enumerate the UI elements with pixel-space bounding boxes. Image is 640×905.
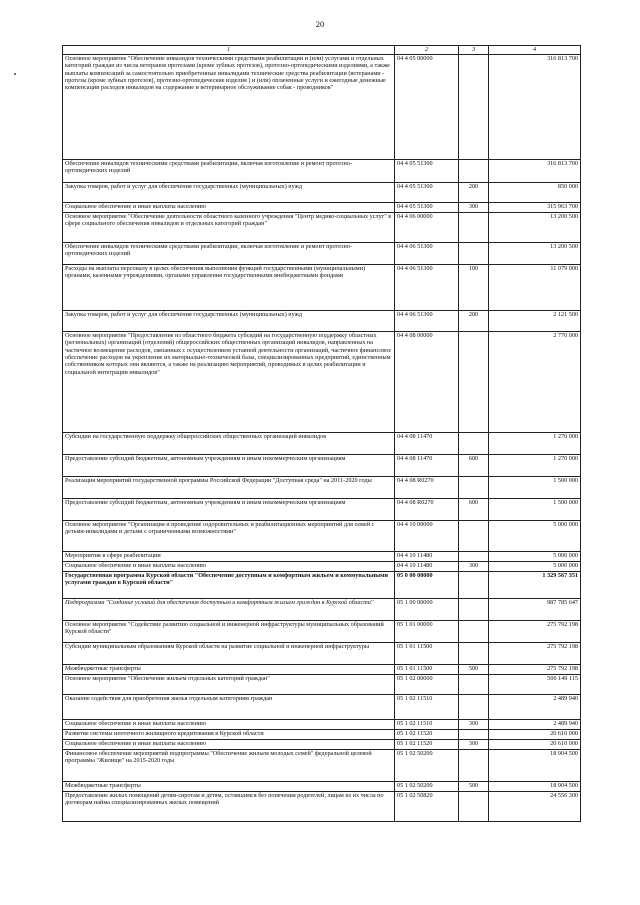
table-row: [63, 643, 581, 665]
row-sum-cell: 24 556 300: [489, 792, 581, 822]
row-code-cell: 04 4 05 00000: [395, 55, 459, 160]
row-sum-cell: 1 500 000: [489, 477, 581, 499]
table-row: [63, 675, 581, 695]
table-row: [63, 521, 581, 552]
row-code-cell: 05 1 02 00000: [395, 675, 459, 695]
row-code-cell: 04 4 06 00000: [395, 213, 459, 243]
row-sum-cell: 316 813 700: [489, 160, 581, 183]
row-type-cell: [459, 695, 489, 720]
row-sum-cell: 18 904 500: [489, 750, 581, 782]
row-name-cell: Социальное обеспечение и иные выплаты населению: [63, 562, 395, 572]
row-name-cell: Основное мероприятие "Обеспечение деятельности областного казенного учреждения "Центр медико-социальных услуг" в сфере социального обеспечения инвалидов и отдельных категорий граждан": [63, 213, 395, 243]
row-type-cell: [459, 552, 489, 562]
row-type-cell: 500: [459, 665, 489, 675]
row-type-cell: [459, 332, 489, 433]
row-name-cell: Финансовое обеспечение мероприятий подпрограммы "Обеспечение жильем молодых семей" федеральной целевой программы "Жилище" на 2015-2020 годы: [63, 750, 395, 782]
row-type-cell: [459, 621, 489, 643]
header-row: [63, 46, 581, 55]
row-code-cell: 04 4 08 R0270: [395, 499, 459, 521]
row-type-cell: 300: [459, 562, 489, 572]
row-code-cell: 04 4 08 11470: [395, 455, 459, 477]
row-name-cell: Закупка товаров, работ и услуг для обеспечения государственных (муниципальных) нужд: [63, 183, 395, 203]
row-type-cell: 300: [459, 740, 489, 750]
table-row: [63, 433, 581, 455]
row-sum-cell: 13 200 500: [489, 243, 581, 265]
row-name-cell: Межбюджетные трансферты: [63, 782, 395, 792]
row-name-cell: Основное мероприятие "Обеспечение жильем отдельных категорий граждан": [63, 675, 395, 695]
header-cell-type: 3: [459, 46, 489, 55]
row-type-cell: 600: [459, 499, 489, 521]
budget-table: [62, 45, 581, 822]
table-row: [63, 332, 581, 433]
row-sum-cell: 5 000 000: [489, 552, 581, 562]
table-row: [63, 740, 581, 750]
row-code-cell: 04 4 10 11480: [395, 562, 459, 572]
margin-dot: [14, 73, 16, 75]
row-type-cell: [459, 477, 489, 499]
table-row: [63, 203, 581, 213]
row-type-cell: 600: [459, 455, 489, 477]
row-sum-cell: 20 610 000: [489, 740, 581, 750]
table-row: [63, 720, 581, 730]
row-type-cell: [459, 243, 489, 265]
row-sum-cell: 5 000 000: [489, 521, 581, 552]
row-name-cell: Основное мероприятие "Предоставление из областного бюджета субсидий на государственную поддержку областных (региональных) организаций (отделений) общероссийских общественных организаций инвалидов, направленных на частичное возмещение расходов, связанных с осуществлением уставной деятельности организаций, частичное финансовое обеспечение расходов на укрепление их материально-технической базы, специализированных предприятий, единственным собственником которых они являются, а также на реализацию мероприятий, проводимых в целях реабилитации и социальной интеграции инвалидов": [63, 332, 395, 433]
page-number: 20: [315, 19, 325, 29]
row-code-cell: 05 1 00 00000: [395, 599, 459, 621]
table-row: [63, 782, 581, 792]
row-code-cell: 04 4 08 R0270: [395, 477, 459, 499]
row-name-cell: Основное мероприятие "Обеспечение инвалидов техническими средствами реабилитации и (или) услугами и отдельных категорий граждан из числа ветеранов протезами (кроме зубных протезов), протезно-ортопедическими изделиями, а также выплаты компенсаций за самостоятельно приобретенные инвалидами технические средства реабилитации (ветеранами - протезы (кроме зубных протезов), протезно-ортопедические изделия ) и (или) оплаченные услуги и ежегодные денежные компенсации расходов инвалидов на содержание и ветеринарное обслуживание собак - проводников": [63, 55, 395, 160]
row-name-cell: Социальное обеспечение и иные выплаты населению: [63, 720, 395, 730]
row-code-cell: 04 4 05 51300: [395, 160, 459, 183]
row-name-cell: Государственная программа Курской области "Обеспечение доступным и комфортным жильем и коммунальными услугами граждан в Курской области": [63, 572, 395, 599]
row-code-cell: 05 1 01 00000: [395, 621, 459, 643]
row-name-cell: Межбюджетные трансферты: [63, 665, 395, 675]
row-code-cell: 04 4 08 11470: [395, 433, 459, 455]
row-name-cell: Предоставление субсидий бюджетным, автономным учреждениям и иным некоммерческим организациям: [63, 455, 395, 477]
row-sum-cell: 11 079 000: [489, 265, 581, 311]
table-row: [63, 792, 581, 822]
row-type-cell: [459, 572, 489, 599]
row-type-cell: 200: [459, 311, 489, 332]
row-code-cell: 05 1 02 50200: [395, 782, 459, 792]
row-type-cell: 300: [459, 203, 489, 213]
row-code-cell: 05 1 02 11520: [395, 730, 459, 740]
row-name-cell: Закупка товаров, работ и услуг для обеспечения государственных (муниципальных) нужд: [63, 311, 395, 332]
row-sum-cell: 18 904 500: [489, 782, 581, 792]
row-name-cell: Социальное обеспечение и иные выплаты населению: [63, 203, 395, 213]
row-name-cell: Предоставление субсидий бюджетным, автономным учреждениям и иным некоммерческим организациям: [63, 499, 395, 521]
row-name-cell: Расходы на выплаты персоналу в целях обеспечения выполнения функций государственными (муниципальными) органами, казенными учреждениями, органами управления государственными внебюджетными фондами: [63, 265, 395, 311]
table-row: [63, 213, 581, 243]
row-name-cell: Социальное обеспечение и иные выплаты населению: [63, 740, 395, 750]
row-sum-cell: 1 270 000: [489, 433, 581, 455]
header-cell-code: 2: [395, 46, 459, 55]
row-name-cell: Субсидии на государственную поддержку общероссийских общественных организаций инвалидов: [63, 433, 395, 455]
row-sum-cell: 275 792 198: [489, 621, 581, 643]
row-name-cell: Оказание содействия для приобретения жилья отдельным категориям граждан: [63, 695, 395, 720]
row-sum-cell: 315 963 700: [489, 203, 581, 213]
row-code-cell: 05 1 02 50200: [395, 750, 459, 782]
row-name-cell: Предоставление жилых помещений детям-сиротам и детям, оставшимся без попечения родителей, лицам из их числа по договорам найма специализированных жилых помещений: [63, 792, 395, 822]
table-row: [63, 455, 581, 477]
row-code-cell: 04 4 10 11480: [395, 552, 459, 562]
row-code-cell: 05 1 01 11500: [395, 643, 459, 665]
table-row: [63, 243, 581, 265]
table-row: [63, 265, 581, 311]
row-name-cell: Обеспечение инвалидов техническими средствами реабилитации, включая изготовление и ремонт протезно-ортопедических изделий: [63, 243, 395, 265]
row-sum-cell: 1 270 000: [489, 455, 581, 477]
row-name-cell: Мероприятия в сфере реабилитации: [63, 552, 395, 562]
row-sum-cell: 2 489 940: [489, 695, 581, 720]
row-sum-cell: 13 200 500: [489, 213, 581, 243]
row-code-cell: 05 1 02 11510: [395, 695, 459, 720]
row-type-cell: 100: [459, 265, 489, 311]
row-sum-cell: 2 770 000: [489, 332, 581, 433]
row-type-cell: [459, 792, 489, 822]
row-code-cell: 05 1 02 50820: [395, 792, 459, 822]
row-code-cell: 05 1 01 11500: [395, 665, 459, 675]
row-name-cell: Основное мероприятие "Содействие развитию социальной и инженерной инфраструктуры муниципальных образований Курской области": [63, 621, 395, 643]
row-code-cell: 05 1 02 11510: [395, 720, 459, 730]
row-code-cell: 04 4 08 00000: [395, 332, 459, 433]
table-row: [63, 599, 581, 621]
table-row: [63, 562, 581, 572]
row-code-cell: 04 4 06 51300: [395, 243, 459, 265]
row-type-cell: [459, 433, 489, 455]
table-row: [63, 572, 581, 599]
row-sum-cell: 20 610 000: [489, 730, 581, 740]
row-type-cell: 200: [459, 183, 489, 203]
row-type-cell: [459, 55, 489, 160]
row-code-cell: 05 0 00 00000: [395, 572, 459, 599]
row-name-cell: Реализация мероприятий государственной программы Российской Федерации "Доступная среда" на 2011-2020 годы: [63, 477, 395, 499]
table-row: [63, 621, 581, 643]
row-name-cell: Основное мероприятие "Организация и проведение оздоровительных и реабилитационных мероприятий для семей с детьми-инвалидами и детьми с ограниченными возможностями": [63, 521, 395, 552]
row-type-cell: [459, 213, 489, 243]
table-row: [63, 183, 581, 203]
row-name-cell: Развитие системы ипотечного жилищного кредитования в Курской области: [63, 730, 395, 740]
row-code-cell: 04 4 05 51300: [395, 203, 459, 213]
table-row: [63, 477, 581, 499]
row-type-cell: [459, 521, 489, 552]
row-name-cell: Подпрограмма "Создание условий для обеспечения доступным и комфортным жильем граждан в Курской области": [63, 599, 395, 621]
row-sum-cell: 2 489 940: [489, 720, 581, 730]
row-type-cell: [459, 750, 489, 782]
row-code-cell: 04 4 06 51300: [395, 265, 459, 311]
row-sum-cell: 500 149 115: [489, 675, 581, 695]
row-sum-cell: 316 813 700: [489, 55, 581, 160]
table-row: [63, 552, 581, 562]
row-sum-cell: 275 792 198: [489, 665, 581, 675]
header-cell-name: 1: [63, 46, 395, 55]
table-row: [63, 750, 581, 782]
row-code-cell: 05 1 02 11520: [395, 740, 459, 750]
table-row: [63, 665, 581, 675]
row-type-cell: [459, 599, 489, 621]
table-row: [63, 695, 581, 720]
row-sum-cell: 987 785 647: [489, 599, 581, 621]
row-sum-cell: 275 792 198: [489, 643, 581, 665]
row-type-cell: [459, 643, 489, 665]
row-code-cell: 04 4 10 00000: [395, 521, 459, 552]
row-sum-cell: 5 000 000: [489, 562, 581, 572]
row-sum-cell: 1 500 000: [489, 499, 581, 521]
table-row: [63, 55, 581, 160]
row-type-cell: [459, 730, 489, 740]
row-code-cell: 04 4 05 51300: [395, 183, 459, 203]
row-code-cell: 04 4 06 51300: [395, 311, 459, 332]
table-row: [63, 499, 581, 521]
table-row: [63, 311, 581, 332]
row-name-cell: Обеспечение инвалидов техническими средствами реабилитации, включая изготовление и ремонт протезно-ортопедических изделий: [63, 160, 395, 183]
table-row: [63, 160, 581, 183]
row-type-cell: [459, 160, 489, 183]
row-type-cell: [459, 675, 489, 695]
row-type-cell: 300: [459, 720, 489, 730]
row-sum-cell: 2 121 500: [489, 311, 581, 332]
row-sum-cell: 850 000: [489, 183, 581, 203]
row-name-cell: Субсидии муниципальным образованиям Курской области на развитие социальной и инженерной инфраструктуры: [63, 643, 395, 665]
row-type-cell: 500: [459, 782, 489, 792]
table-row: [63, 730, 581, 740]
row-sum-cell: 1 329 567 351: [489, 572, 581, 599]
header-cell-sum: 4: [489, 46, 581, 55]
